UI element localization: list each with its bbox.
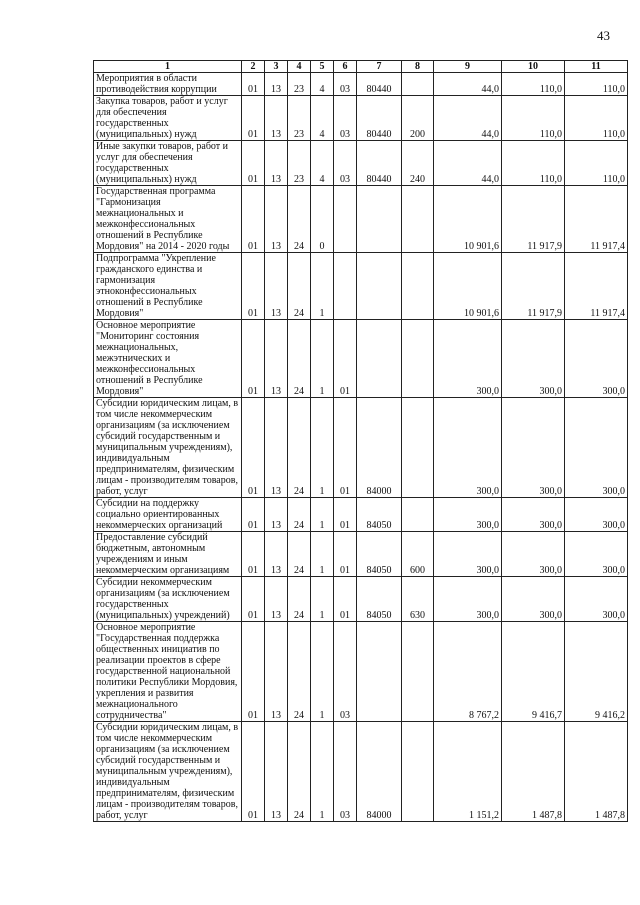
code-expense-type xyxy=(402,498,434,532)
amount-col9: 300,0 xyxy=(434,498,502,532)
amount-col11: 9 416,2 xyxy=(565,622,628,722)
code-pr: 13 xyxy=(265,532,288,577)
table-row xyxy=(94,141,628,186)
code-program: 23 xyxy=(288,96,311,141)
code-direction: 84000 xyxy=(357,398,402,498)
code-expense-type xyxy=(402,253,434,320)
amount-col9: 300,0 xyxy=(434,398,502,498)
amount-col11: 110,0 xyxy=(565,96,628,141)
row-name: Иные закупки товаров, работ и услуг для обеспечения государственных (муниципальных) нужд xyxy=(94,141,242,186)
code-expense-type: 600 xyxy=(402,532,434,577)
code-expense-type xyxy=(402,320,434,398)
code-pr: 13 xyxy=(265,622,288,722)
row-name: Основное мероприятие "Мониторинг состояния межнациональных, межэтнических и межконфессиональных отношений в Республике Мордовия" xyxy=(94,320,242,398)
code-pr: 13 xyxy=(265,722,288,822)
code-rz: 01 xyxy=(242,186,265,253)
code-program: 24 xyxy=(288,498,311,532)
code-subprogram: 1 xyxy=(311,622,334,722)
code-pr: 13 xyxy=(265,498,288,532)
column-header: 9 xyxy=(434,61,502,73)
code-event: 01 xyxy=(334,498,357,532)
code-program: 24 xyxy=(288,532,311,577)
code-pr: 13 xyxy=(265,320,288,398)
amount-col10: 11 917,9 xyxy=(502,253,565,320)
code-expense-type xyxy=(402,722,434,822)
table-row xyxy=(94,622,628,722)
code-direction xyxy=(357,186,402,253)
code-direction: 80440 xyxy=(357,73,402,96)
amount-col10: 300,0 xyxy=(502,398,565,498)
row-name: Субсидии некоммерческим организациям (за исключением государственных (муниципальных) учреждений) xyxy=(94,577,242,622)
amount-col10: 11 917,9 xyxy=(502,186,565,253)
code-subprogram: 1 xyxy=(311,398,334,498)
amount-col10: 300,0 xyxy=(502,498,565,532)
code-program: 24 xyxy=(288,622,311,722)
amount-col10: 300,0 xyxy=(502,320,565,398)
code-event: 03 xyxy=(334,141,357,186)
code-direction: 84050 xyxy=(357,532,402,577)
amount-col10: 300,0 xyxy=(502,532,565,577)
page-number: 43 xyxy=(597,28,610,43)
code-program: 23 xyxy=(288,73,311,96)
code-subprogram: 0 xyxy=(311,186,334,253)
column-header: 5 xyxy=(311,61,334,73)
code-program: 24 xyxy=(288,253,311,320)
budget-table xyxy=(93,60,628,822)
code-expense-type: 240 xyxy=(402,141,434,186)
code-pr: 13 xyxy=(265,253,288,320)
amount-col9: 44,0 xyxy=(434,73,502,96)
code-program: 24 xyxy=(288,186,311,253)
code-event: 03 xyxy=(334,73,357,96)
amount-col9: 8 767,2 xyxy=(434,622,502,722)
amount-col9: 10 901,6 xyxy=(434,253,502,320)
row-name: Субсидии юридическим лицам, в том числе некоммерческим организациям (за исключением субсидий государственным и муниципальным учреждениям), индивидуальным предпринимателям, физическим лицам - производителям товаров, работ, услуг xyxy=(94,722,242,822)
table-row xyxy=(94,186,628,253)
amount-col11: 300,0 xyxy=(565,498,628,532)
amount-col11: 11 917,4 xyxy=(565,253,628,320)
amount-col11: 1 487,8 xyxy=(565,722,628,822)
amount-col10: 110,0 xyxy=(502,73,565,96)
amount-col9: 44,0 xyxy=(434,141,502,186)
amount-col11: 11 917,4 xyxy=(565,186,628,253)
code-expense-type: 630 xyxy=(402,577,434,622)
column-header: 7 xyxy=(357,61,402,73)
code-event: 01 xyxy=(334,398,357,498)
code-program: 24 xyxy=(288,320,311,398)
code-direction: 84050 xyxy=(357,498,402,532)
row-name: Государственная программа "Гармонизация межнациональных и межконфессиональных отношений в Республике Мордовия" на 2014 - 2020 годы xyxy=(94,186,242,253)
code-rz: 01 xyxy=(242,253,265,320)
code-rz: 01 xyxy=(242,320,265,398)
table-row xyxy=(94,532,628,577)
code-expense-type xyxy=(402,186,434,253)
code-rz: 01 xyxy=(242,577,265,622)
amount-col9: 300,0 xyxy=(434,532,502,577)
code-pr: 13 xyxy=(265,141,288,186)
code-rz: 01 xyxy=(242,96,265,141)
column-header: 1 xyxy=(94,61,242,73)
header-row xyxy=(94,61,628,73)
code-event xyxy=(334,186,357,253)
code-rz: 01 xyxy=(242,398,265,498)
code-expense-type xyxy=(402,398,434,498)
row-name: Закупка товаров, работ и услуг для обеспечения государственных (муниципальных) нужд xyxy=(94,96,242,141)
amount-col11: 110,0 xyxy=(565,141,628,186)
code-event: 03 xyxy=(334,622,357,722)
amount-col10: 110,0 xyxy=(502,96,565,141)
table-row xyxy=(94,96,628,141)
code-subprogram: 4 xyxy=(311,141,334,186)
table-row xyxy=(94,73,628,96)
column-header: 6 xyxy=(334,61,357,73)
code-program: 24 xyxy=(288,577,311,622)
code-event: 01 xyxy=(334,577,357,622)
amount-col9: 1 151,2 xyxy=(434,722,502,822)
amount-col11: 300,0 xyxy=(565,532,628,577)
code-subprogram: 4 xyxy=(311,73,334,96)
column-header: 11 xyxy=(565,61,628,73)
code-rz: 01 xyxy=(242,622,265,722)
column-header: 8 xyxy=(402,61,434,73)
table-row xyxy=(94,253,628,320)
row-name: Субсидии на поддержку социально ориентированных некоммерческих организаций xyxy=(94,498,242,532)
code-rz: 01 xyxy=(242,73,265,96)
code-direction xyxy=(357,320,402,398)
amount-col10: 9 416,7 xyxy=(502,622,565,722)
code-rz: 01 xyxy=(242,498,265,532)
row-name: Предоставление субсидий бюджетным, автономным учреждениям и иным некоммерческим организациям xyxy=(94,532,242,577)
code-subprogram: 1 xyxy=(311,532,334,577)
amount-col9: 44,0 xyxy=(434,96,502,141)
code-rz: 01 xyxy=(242,141,265,186)
code-direction: 84050 xyxy=(357,577,402,622)
code-event: 01 xyxy=(334,532,357,577)
amount-col10: 300,0 xyxy=(502,577,565,622)
code-event xyxy=(334,253,357,320)
amount-col9: 300,0 xyxy=(434,320,502,398)
code-pr: 13 xyxy=(265,186,288,253)
code-pr: 13 xyxy=(265,96,288,141)
code-program: 24 xyxy=(288,722,311,822)
code-subprogram: 1 xyxy=(311,722,334,822)
code-pr: 13 xyxy=(265,398,288,498)
code-expense-type: 200 xyxy=(402,96,434,141)
code-rz: 01 xyxy=(242,532,265,577)
column-header: 10 xyxy=(502,61,565,73)
code-subprogram: 1 xyxy=(311,577,334,622)
column-header: 3 xyxy=(265,61,288,73)
amount-col9: 10 901,6 xyxy=(434,186,502,253)
row-name: Основное мероприятие "Государственная поддержка общественных инициатив по реализации проектов в сфере государственной национальной политики Республики Мордовия, укрепления и развития межнационального сотрудничества" xyxy=(94,622,242,722)
row-name: Подпрограмма "Укрепление гражданского единства и гармонизация этноконфессиональных отношений в Республике Мордовия" xyxy=(94,253,242,320)
table-row xyxy=(94,722,628,822)
column-header: 4 xyxy=(288,61,311,73)
code-direction xyxy=(357,253,402,320)
amount-col10: 110,0 xyxy=(502,141,565,186)
code-subprogram: 4 xyxy=(311,96,334,141)
code-event: 03 xyxy=(334,722,357,822)
code-event: 03 xyxy=(334,96,357,141)
code-direction: 84000 xyxy=(357,722,402,822)
code-direction: 80440 xyxy=(357,96,402,141)
code-program: 23 xyxy=(288,141,311,186)
code-subprogram: 1 xyxy=(311,253,334,320)
code-rz: 01 xyxy=(242,722,265,822)
code-expense-type xyxy=(402,73,434,96)
table-row xyxy=(94,498,628,532)
column-header: 2 xyxy=(242,61,265,73)
amount-col9: 300,0 xyxy=(434,577,502,622)
amount-col11: 300,0 xyxy=(565,398,628,498)
amount-col11: 110,0 xyxy=(565,73,628,96)
table-row xyxy=(94,320,628,398)
code-expense-type xyxy=(402,622,434,722)
amount-col10: 1 487,8 xyxy=(502,722,565,822)
code-event: 01 xyxy=(334,320,357,398)
amount-col11: 300,0 xyxy=(565,320,628,398)
row-name: Субсидии юридическим лицам, в том числе некоммерческим организациям (за исключением субсидий государственным и муниципальным учреждениям), индивидуальным предпринимателям, физическим лицам - производителям товаров, работ, услуг xyxy=(94,398,242,498)
table-row xyxy=(94,577,628,622)
code-subprogram: 1 xyxy=(311,498,334,532)
code-pr: 13 xyxy=(265,73,288,96)
code-subprogram: 1 xyxy=(311,320,334,398)
row-name: Мероприятия в области противодействия коррупции xyxy=(94,73,242,96)
code-direction: 80440 xyxy=(357,141,402,186)
code-program: 24 xyxy=(288,398,311,498)
code-pr: 13 xyxy=(265,577,288,622)
amount-col11: 300,0 xyxy=(565,577,628,622)
code-direction xyxy=(357,622,402,722)
table-row xyxy=(94,398,628,498)
